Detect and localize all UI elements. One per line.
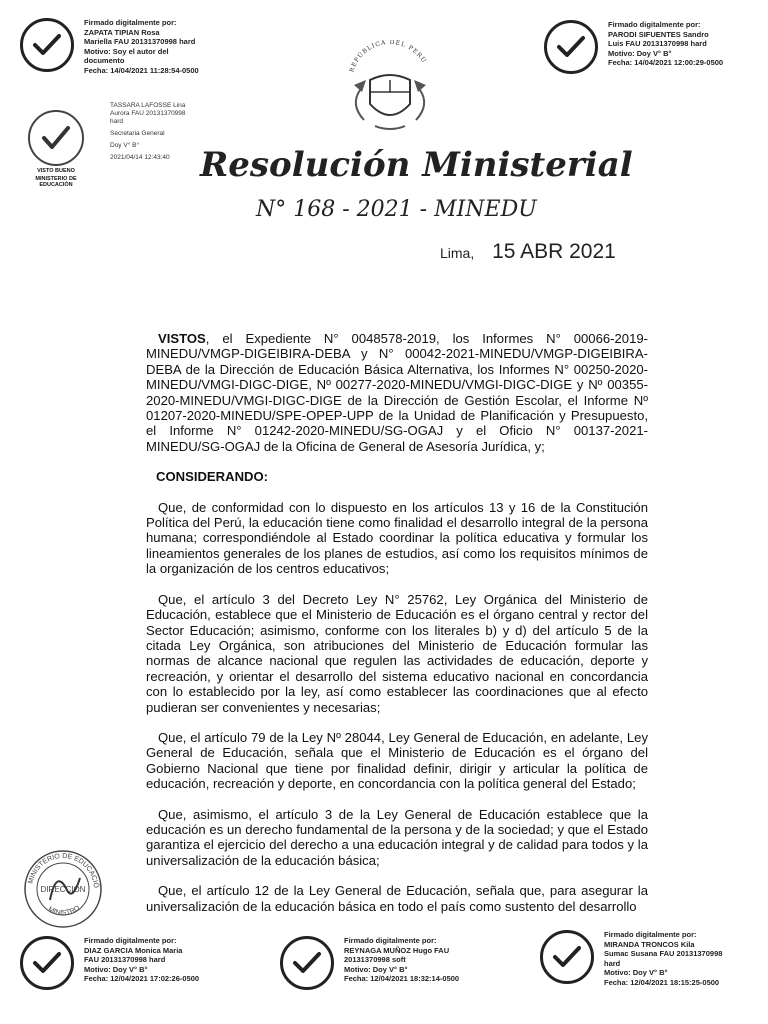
signature-line: hard [604, 958, 621, 968]
checkmark-seal-icon [28, 110, 84, 166]
signature-line: ZAPATA TIPIAN Rosa [84, 27, 160, 37]
signature-block-top-right [544, 20, 723, 74]
signature-line: Motivo: Doy V° B° [608, 48, 672, 58]
signature-line: Mariella FAU 20131370998 hard [84, 37, 196, 46]
signature-label: Firmado digitalmente por: [604, 930, 697, 939]
stamp-bottom-text: MINISTRO [46, 904, 82, 917]
visto-bueno-seal [20, 110, 92, 188]
crest-arc-text: REPÚBLICA DEL PERÚ [348, 40, 428, 74]
signature-block-bottom-left [20, 936, 199, 990]
document-body [146, 331, 648, 929]
checkmark-seal-icon [20, 936, 74, 990]
date: 15 ABR 2021 [492, 240, 616, 263]
signature-text [84, 936, 199, 984]
signature-line: 20131370998 soft [344, 955, 406, 964]
checkmark-seal-icon [540, 930, 594, 984]
signature-text [604, 930, 722, 987]
signature-line: DIAZ GARCIA Monica Maria [84, 945, 183, 955]
peru-coat-of-arms [340, 40, 440, 135]
visto-line: TASSARA LAFOSSE Lina [110, 102, 186, 109]
signature-block-bottom-center [280, 936, 459, 990]
vistos-text: , el Expediente N° 0048578-2019, los Informes N° 00066-2019-MINEDU/VMGP-DIGEIBIRA-DEBA y N° 00042-2021-MINEDU/VMGP-DIGEIBIRA-DEBA de la Dirección de Educación Básica Alternativa, los Informes N° 00250-2020-MINEDU/VMGI-DIGC-DIGE, Nº 00277-2020-MINEDU/VMGI-DIGC-DIGE y Nº 00355-2020-MINEDU/VMGI-DIGC-DIGE de la Dirección de Gestión Escolar, el Informe Nº 01207-2020-MINEDU/SPE-OPEP-UPP de la Unidad de Planificación y Presupuesto, el Informe N° 01242-2020-MINEDU/SG-OGAJ y el Oficio N° 00137-2021-MINEDU/SG-OGAJ de la Oficina de General de Asesoría Jurídica, y; [146, 331, 648, 454]
body-paragraph: Que, el artículo 79 de la Ley Nº 28044, Ley General de Educación, en adelante, Ley General de Educación, señala que el Ministerio de Educación es el órgano del Gobierno Nacional que tiene por finalidad definir, dirigir y articular la política de educación, recreación y deporte, en concordancia con la política general del Estado; [146, 729, 648, 792]
signature-line: Fecha: 12/04/2021 18:15:25-0500 [604, 977, 720, 987]
visto-line: Aurora FAU 20131370998 [110, 110, 186, 117]
svg-text:REPÚBLICA DEL PERÚ [348, 40, 428, 73]
signature-line: REYNAGA MUÑOZ Hugo FAU [344, 945, 450, 955]
date-line [440, 240, 616, 264]
body-paragraph: Que, asimismo, el artículo 3 de la Ley General de Educación establece que la educación es un derecho fundamental de la persona y de la sociedad; y que el Estado garantiza el ejercicio del derecho a una educación integral y de calidad para todos y la universalización de la educación básica; [146, 806, 648, 868]
visto-caption-ministry: MINISTERIO DE EDUCACIÓN [35, 176, 77, 188]
checkmark-seal-icon [544, 20, 598, 74]
signature-text [608, 20, 723, 68]
signature-text [84, 18, 199, 75]
signature-line: FAU 20131370998 hard [84, 955, 166, 964]
visto-caption: VISTO BUENO [37, 168, 75, 174]
resolution-number: N° 168 - 2021 - MINEDU [256, 197, 537, 222]
checkmark-seal-icon [280, 936, 334, 990]
city: Lima, [440, 245, 475, 261]
ministry-stamp [22, 848, 104, 930]
stamp-ring-text: MINISTERIO DE EDUCACIÓ [27, 852, 100, 889]
visto-line: 2021/04/14 12:43:40 [110, 154, 170, 161]
signature-label: Firmado digitalmente por: [608, 20, 701, 29]
signature-label: Firmado digitalmente por: [344, 936, 437, 945]
signature-line: Fecha: 14/04/2021 11:28:54-0500 [84, 65, 199, 75]
visto-bueno-text [110, 102, 186, 162]
signature-block-bottom-right [540, 930, 722, 987]
signature-line: documento [84, 56, 125, 65]
signature-line: PARODI SIFUENTES Sandro [608, 29, 709, 39]
signature-line: Luis FAU 20131370998 hard [608, 39, 707, 48]
body-paragraph: Que, el artículo 3 del Decreto Ley N° 25762, Ley Orgánica del Ministerio de Educación, establece que el Ministerio de Educación es el órgano central y rector del Sector Educación; asimismo, conforme con los literales b) y d) del artículo 5 de la citada Ley Orgánica, son atribuciones del Ministerio de Educación formular las normas de alcance nacional que regulen las actividades de educación, deporte y recreación, y orientar el desarrollo del sistema educativo nacional en concordancia con lo establecido por la ley, así como establecer las coordinaciones que al efecto pudieran ser convenientes y necesarias; [146, 591, 648, 715]
checkmark-seal-icon [20, 18, 74, 72]
signature-line: Motivo: Doy V° B° [604, 968, 668, 977]
stamp-center-text: DIRECCIÓN [40, 885, 86, 894]
body-paragraph: Que, de conformidad con lo dispuesto en los artículos 13 y 16 de la Constitución Política del Perú, la educación tiene como finalidad el desarrollo integral de la persona humana; correspondiéndole al Estado coordinar la política educativa y formular los lineamientos generales de los planes de estudios, así como los requisitos mínimos de la organización de los centros educativos; [146, 499, 648, 577]
visto-line: Secretaria General [110, 130, 165, 137]
visto-line: hard [110, 118, 124, 125]
document-title: Resolución Ministerial [200, 145, 633, 185]
signature-text [344, 936, 459, 984]
vistos-label: VISTOS [158, 331, 206, 346]
signature-line: Motivo: Doy V° B° [344, 964, 408, 974]
signature-line: Sumac Susana FAU 20131370998 [604, 949, 723, 958]
signature-line: MIRANDA TRONCOS Kila [604, 939, 695, 949]
signature-block-top-left [20, 18, 199, 75]
signature-label: Firmado digitalmente por: [84, 936, 177, 945]
signature-line: Fecha: 12/04/2021 18:32:14-0500 [344, 974, 460, 983]
signature-line: Fecha: 12/04/2021 17:02:26-0500 [84, 974, 200, 983]
signature-line: Motivo: Doy V° B° [84, 964, 148, 974]
considerando-heading: CONSIDERANDO: [156, 469, 269, 485]
body-paragraph: Que, el artículo 12 de la Ley General de Educación, señala que, para asegurar la universalización de la educación básica en todo el país como sustento del desarrollo [146, 883, 648, 914]
signature-label: Firmado digitalmente por: [84, 18, 177, 27]
vistos-paragraph [146, 331, 648, 454]
visto-line: Doy V° B° [110, 142, 140, 149]
signature-line: Motivo: Soy el autor del [84, 46, 169, 56]
svg-text:MINISTRO [47, 904, 82, 916]
signature-line: Fecha: 14/04/2021 12:00:29-0500 [608, 58, 724, 67]
